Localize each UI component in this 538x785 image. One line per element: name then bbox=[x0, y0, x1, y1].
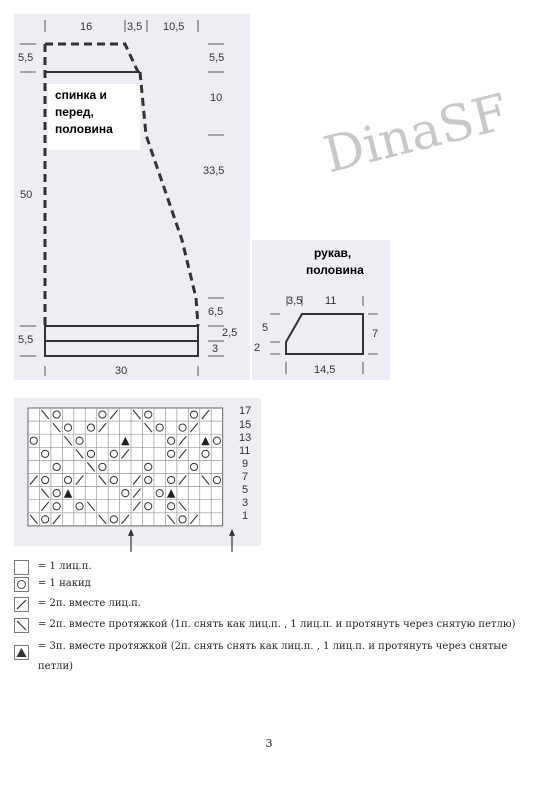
body-dim-right-2: 10 bbox=[210, 92, 223, 104]
chart-yarn-over-mark bbox=[202, 450, 209, 457]
body-dim-top-3: 10,5 bbox=[163, 21, 185, 33]
watermark: DinaSF bbox=[318, 82, 514, 185]
chart-yarn-over-mark bbox=[168, 476, 175, 483]
chart-yarn-over-mark bbox=[110, 476, 117, 483]
body-title-line-2: перед, bbox=[55, 105, 94, 119]
row-number-13: 13 bbox=[239, 432, 252, 444]
body-dim-right-3: 33,5 bbox=[203, 165, 225, 177]
repeat-arrowhead-icon bbox=[229, 529, 235, 536]
legend-text-knit: = 1 лиц.п. bbox=[38, 561, 92, 572]
chart-yarn-over-mark bbox=[53, 503, 60, 510]
triangle-icon bbox=[14, 645, 29, 660]
body-dim-right-4: 6,5 bbox=[208, 306, 224, 318]
chart-yarn-over-mark bbox=[213, 476, 220, 483]
row-number-3: 3 bbox=[242, 497, 249, 509]
sleeve-title-line-1: рукав, bbox=[314, 246, 352, 260]
legend-text-k2tog: = 2п. вместе лиц.п. bbox=[38, 598, 141, 609]
row-number-1: 1 bbox=[242, 510, 249, 522]
chart-yarn-over-mark bbox=[42, 476, 49, 483]
sleeve-dim-bottom: 14,5 bbox=[314, 364, 336, 376]
body-dim-bottom: 30 bbox=[115, 365, 128, 377]
chart-yarn-over-mark bbox=[190, 411, 197, 418]
chart-yarn-over-mark bbox=[190, 463, 197, 470]
body-dim-top-2: 3,5 bbox=[127, 21, 143, 33]
legend-text-yarn-over: = 1 накид bbox=[38, 578, 91, 589]
sleeve-dim-top-2: 11 bbox=[325, 295, 337, 307]
chart-yarn-over-mark bbox=[179, 516, 186, 523]
repeat-arrowhead-icon bbox=[128, 529, 134, 536]
chart-yarn-over-mark bbox=[42, 516, 49, 523]
chart-yarn-over-mark bbox=[110, 516, 117, 523]
legend-text-ssk: = 2п. вместе протяжкой (1п. снять как лиц.п. , 1 лиц.п. и протянуть через снятую петлю) bbox=[38, 619, 516, 630]
sleeve-dim-left-2: 2 bbox=[254, 342, 261, 354]
body-dim-right-1: 5,5 bbox=[209, 52, 225, 64]
chart-yarn-over-mark bbox=[42, 450, 49, 457]
sleeve-dim-left-1: 5 bbox=[262, 322, 269, 334]
chart-yarn-over-mark bbox=[156, 424, 163, 431]
body-dim-left-3: 5,5 bbox=[18, 334, 34, 346]
body-dim-right-6: 3 bbox=[212, 343, 219, 355]
chart-yarn-over-mark bbox=[168, 503, 175, 510]
chart-yarn-over-mark bbox=[76, 437, 83, 444]
chart-yarn-over-mark bbox=[213, 437, 220, 444]
chart-yarn-over-mark bbox=[87, 424, 94, 431]
sleeve-dim-right: 7 bbox=[372, 328, 379, 340]
chart-yarn-over-mark bbox=[168, 437, 175, 444]
knitting-chart bbox=[0, 0, 270, 552]
chart-yarn-over-mark bbox=[30, 437, 37, 444]
chart-yarn-over-mark bbox=[76, 503, 83, 510]
chart-yarn-over-mark bbox=[168, 450, 175, 457]
chart-yarn-over-mark bbox=[145, 476, 152, 483]
chart-yarn-over-mark bbox=[53, 411, 60, 418]
row-number-15: 15 bbox=[239, 419, 252, 431]
row-number-9: 9 bbox=[242, 458, 249, 470]
row-number-11: 11 bbox=[239, 445, 251, 457]
chart-yarn-over-mark bbox=[53, 490, 60, 497]
body-dim-left-2: 50 bbox=[20, 189, 33, 201]
slash-icon bbox=[14, 597, 29, 612]
chart-yarn-over-mark bbox=[53, 463, 60, 470]
chart-yarn-over-mark bbox=[145, 463, 152, 470]
body-dim-left-1: 5,5 bbox=[18, 52, 34, 64]
chart-yarn-over-mark bbox=[179, 424, 186, 431]
legend-text-sk2p: = 3п. вместе протяжкой (2п. снять снять как лиц.п. , 1 лиц.п. и протянуть через снятые петли) bbox=[38, 641, 508, 672]
chart-yarn-over-mark bbox=[64, 476, 71, 483]
row-number-17: 17 bbox=[239, 405, 252, 417]
chart-yarn-over-mark bbox=[156, 490, 163, 497]
row-number-7: 7 bbox=[242, 471, 249, 483]
chart-yarn-over-mark bbox=[110, 450, 117, 457]
body-dim-right-5: 2,5 bbox=[222, 327, 238, 339]
chart-yarn-over-mark bbox=[145, 503, 152, 510]
chart-yarn-over-mark bbox=[99, 463, 106, 470]
body-title-line-3: половина bbox=[55, 122, 113, 136]
backslash-icon bbox=[14, 618, 29, 633]
chart-yarn-over-mark bbox=[64, 424, 71, 431]
row-number-5: 5 bbox=[242, 484, 249, 496]
chart-yarn-over-mark bbox=[122, 490, 129, 497]
sleeve-title-line-2: половина bbox=[306, 263, 364, 277]
empty-square-icon bbox=[14, 560, 29, 575]
circle-icon bbox=[14, 577, 29, 592]
sleeve-dim-top-1: 3,5 bbox=[287, 295, 303, 307]
body-title-line-1: спинка и bbox=[55, 88, 107, 102]
chart-yarn-over-mark bbox=[99, 411, 106, 418]
body-dim-top-1: 16 bbox=[80, 21, 93, 33]
chart-yarn-over-mark bbox=[87, 450, 94, 457]
chart-yarn-over-mark bbox=[145, 411, 152, 418]
page-number: 3 bbox=[265, 737, 273, 750]
